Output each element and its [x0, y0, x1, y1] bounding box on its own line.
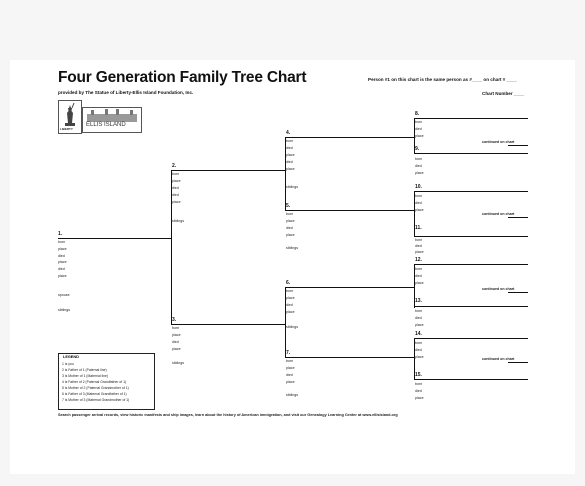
legend-item: 7 is Mother of 3 (Maternal Grandmother of 1) [62, 398, 130, 402]
person-6-name-line[interactable] [285, 287, 414, 288]
person-10-field: born [415, 194, 423, 198]
person-6-field: place [286, 310, 295, 314]
person-15-field: place [415, 396, 424, 400]
continued-on-chart-8-9: continued on chart [482, 140, 515, 144]
person-5-field: born [286, 212, 294, 216]
person-11-name-line[interactable] [414, 236, 528, 237]
person-15-number: 15. [415, 372, 422, 378]
person-8-field: died [415, 127, 422, 131]
continued-on-chart-10-11: continued on chart [482, 212, 515, 216]
person-9-field: place [415, 171, 424, 175]
ellis-logo-label: ELLIS ISLAND [86, 122, 126, 128]
person-3-number: 3. [172, 317, 177, 323]
legend-item: 1 is you [62, 362, 74, 366]
continued-chart-line[interactable] [508, 145, 528, 146]
person-6-field: died [286, 303, 293, 307]
person-1-siblings-label: siblings [58, 308, 70, 312]
continued-chart-line[interactable] [508, 217, 528, 218]
person-2-field: place [172, 200, 181, 204]
person-2-number: 2. [172, 163, 177, 169]
person-4-siblings-label: siblings [286, 185, 298, 189]
person-14-field: born [415, 341, 423, 345]
person-7-field: born [286, 359, 294, 363]
person-7-field: place [286, 366, 295, 370]
person-1-field: died [58, 254, 65, 258]
person-6-siblings-label: siblings [286, 325, 298, 329]
person-14-field: place [415, 355, 424, 359]
person-7-name-line[interactable] [285, 357, 414, 358]
legend-item: 5 is Mother of 2 (Paternal Grandmother of 1) [62, 386, 129, 390]
person-6-field: place [286, 296, 295, 300]
person-6-number: 6. [286, 280, 291, 286]
person-4-field: place [286, 167, 295, 171]
person-5-siblings-label: siblings [286, 246, 298, 250]
person-13-field: died [415, 316, 422, 320]
person-12-name-line[interactable] [414, 264, 528, 265]
provided-by-text: provided by The Statue of Liberty-Ellis Island Foundation, Inc. [58, 90, 194, 95]
person-13-field: born [415, 309, 423, 313]
person-15-name-line[interactable] [414, 379, 528, 380]
person-5-number: 5. [286, 203, 291, 209]
person-7-number: 7. [286, 350, 291, 356]
person-1-name-line[interactable] [58, 238, 171, 239]
chart-title: Four Generation Family Tree Chart [58, 69, 307, 86]
person-10-field: died [415, 201, 422, 205]
person-2-field: born [172, 172, 180, 176]
person-8-field: place [415, 134, 424, 138]
person-13-name-line[interactable] [414, 306, 528, 307]
person-14-name-line[interactable] [414, 338, 528, 339]
person-9-field: born [415, 157, 423, 161]
person-8-name-line[interactable] [414, 118, 528, 119]
statue-of-liberty-logo [58, 100, 82, 134]
person-11-number: 11. [415, 225, 422, 231]
person-1-field: place [58, 247, 67, 251]
person-9-field: died [415, 164, 422, 168]
legend-item: 6 is Father of 3 (Maternal Grandfather of 1) [62, 392, 127, 396]
footer-note: Search passenger arrival records, view historic manifests and ship images, learn about the history of American immigration, and visit our Genealogy Learning Center at www.ellisisland.org [58, 413, 398, 417]
person-3-name-line[interactable] [171, 324, 285, 325]
ellis-island-building-icon [83, 108, 141, 123]
continued-chart-line[interactable] [508, 362, 528, 363]
person-14-number: 14. [415, 331, 422, 337]
person-10-name-line[interactable] [414, 191, 528, 192]
person-15-field: born [415, 382, 423, 386]
ellis-island-logo [82, 107, 142, 133]
person-10-number: 10. [415, 184, 422, 190]
legend-item: 3 is Mother of 1 (Maternal line) [62, 374, 108, 378]
person-13-field: place [415, 323, 424, 327]
person-4-number: 4. [286, 130, 291, 136]
person-1-field: place [58, 260, 67, 264]
person-12-field: place [415, 281, 424, 285]
person-2-siblings-label: siblings [172, 219, 184, 223]
person-5-field: died [286, 226, 293, 230]
person-1-field: born [58, 240, 66, 244]
person-10-field: place [415, 208, 424, 212]
person-15-field: died [415, 389, 422, 393]
continued-on-chart-14-15: continued on chart [482, 357, 515, 361]
person-3-siblings-label: siblings [172, 361, 184, 365]
person-4-name-line[interactable] [285, 137, 414, 138]
person-2-name-line[interactable] [171, 170, 285, 171]
person-7-field: place [286, 380, 295, 384]
person-3-field: born [172, 326, 180, 330]
person-12-field: died [415, 274, 422, 278]
person-5-field: place [286, 233, 295, 237]
person-13-number: 13. [415, 298, 422, 304]
chart-number-label: Chart Number ____ [482, 91, 525, 96]
legend-title: LEGEND [63, 355, 79, 359]
liberty-logo-label: LIBERTY [60, 127, 73, 131]
person-9-name-line[interactable] [414, 153, 528, 154]
person-4-field: place [286, 153, 295, 157]
legend-item: 2 is Father of 1 (Paternal line) [62, 368, 107, 372]
person-8-field: born [415, 120, 423, 124]
person-9-number: 9. [415, 146, 420, 152]
person-1-field: place [58, 274, 67, 278]
person-7-siblings-label: siblings [286, 393, 298, 397]
continued-chart-line[interactable] [508, 292, 528, 293]
person-11-field: died [415, 244, 422, 248]
person-1-spouse-label: spouse [58, 293, 70, 297]
continued-on-chart-12-13: continued on chart [482, 287, 515, 291]
person-1-field: died [58, 267, 65, 271]
person-12-field: born [415, 267, 423, 271]
person-2-field: place [172, 179, 181, 183]
person-3-field: place [172, 333, 181, 337]
person-1-number: 1. [58, 231, 63, 237]
person-5-name-line[interactable] [285, 210, 414, 211]
person-4-field: died [286, 146, 293, 150]
person-3-field: died [172, 340, 179, 344]
person-7-field: died [286, 373, 293, 377]
person-14-field: died [415, 348, 422, 352]
person-4-field: died [286, 160, 293, 164]
person-2-field: died [172, 186, 179, 190]
person-6-field: born [286, 289, 294, 293]
person-11-field: place [415, 250, 424, 254]
person-4-field: born [286, 139, 294, 143]
person-11-field: born [415, 238, 423, 242]
person-5-field: place [286, 219, 295, 223]
person-2-field: died [172, 193, 179, 197]
legend-box [58, 353, 155, 410]
person-3-field: place [172, 347, 181, 351]
person-8-number: 8. [415, 111, 420, 117]
person-note: Person #1 on this chart is the same person as #____ on chart # ____ [368, 77, 517, 82]
person-12-number: 12. [415, 257, 422, 263]
legend-item: 4 is Father of 2 (Paternal Grandfather of 1) [62, 380, 127, 384]
